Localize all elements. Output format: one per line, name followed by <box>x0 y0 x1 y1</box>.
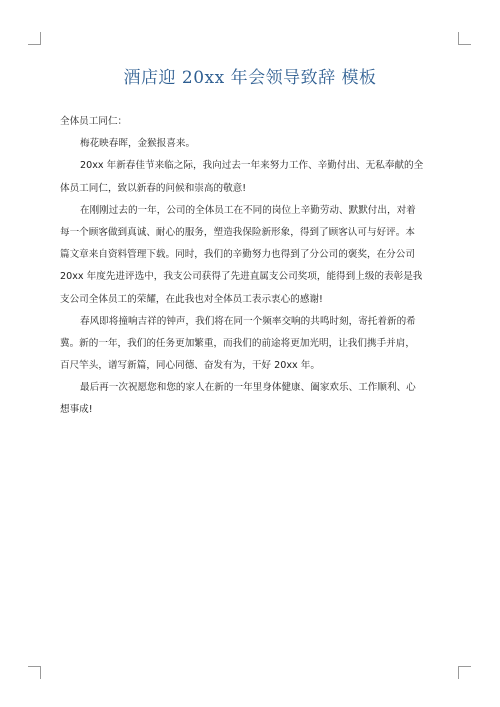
greeting-line: 全体员工同仁： <box>60 116 128 127</box>
paragraph-line: 百尺竿头，谱写新篇，同心同德、奋发有为，干好 20xx 年。 <box>60 360 320 372</box>
crop-mark-bottom-right <box>458 666 471 679</box>
paragraph-line: 支公司全体员工的荣耀，在此我也对全体员工表示衷心的感谢! <box>60 293 323 305</box>
paragraph-line: 春风即将撞响吉祥的钟声，我们将在同一个频率交响的共鸣时刻，寄托着新的希 <box>80 315 416 327</box>
crop-mark-top-right <box>458 32 471 45</box>
paragraph-line: 20xx 年新春佳节来临之际，我向过去一年来努力工作、辛勤付出、无私奉献的全 <box>80 160 424 172</box>
paragraph-line: 每一个顾客做到真诚、耐心的服务，塑造我保险新形象，得到了顾客认可与好评。本 <box>60 226 415 238</box>
paragraph-line: 最后再一次祝愿您和您的家人在新的一年里身体健康、阖家欢乐、工作顺利、心 <box>80 382 416 394</box>
greeting-paragraph <box>60 111 450 133</box>
paragraph-line: 20xx 年度先进评选中，我支公司获得了先进直属支公司奖项，能得到上级的表彰是我 <box>60 271 423 283</box>
crop-mark-top-left <box>28 32 41 45</box>
opening-line: 梅花映春晖，金猴报喜来。 <box>80 138 196 150</box>
paragraph-line: 体员工同仁，致以新春的问候和崇高的敬意! <box>60 182 247 194</box>
document-title: 酒店迎 20xx 年会领导致辞 模板 <box>123 68 377 88</box>
paragraph-line: 冀。新的一年，我们的任务更加繁重，而我们的前途将更加光明，让我们携手并肩， <box>60 337 415 349</box>
paragraph-2 <box>60 200 450 311</box>
paragraph-line: 在刚刚过去的一年，公司的全体员工在不同的岗位上辛勤劳动、默默付出，对着 <box>80 204 416 216</box>
crop-mark-bottom-left <box>28 666 41 679</box>
paragraph-3 <box>60 311 450 378</box>
paragraph-line: 篇文章来自资料管理下载。同时，我们的辛勤努力也得到了分公司的褒奖，在分公司 <box>60 249 415 261</box>
paragraph-line: 想事成! <box>60 404 93 416</box>
opening-paragraph <box>60 133 450 155</box>
paragraph-4 <box>60 377 450 421</box>
paragraph-1 <box>60 155 450 199</box>
document-body <box>60 111 450 422</box>
